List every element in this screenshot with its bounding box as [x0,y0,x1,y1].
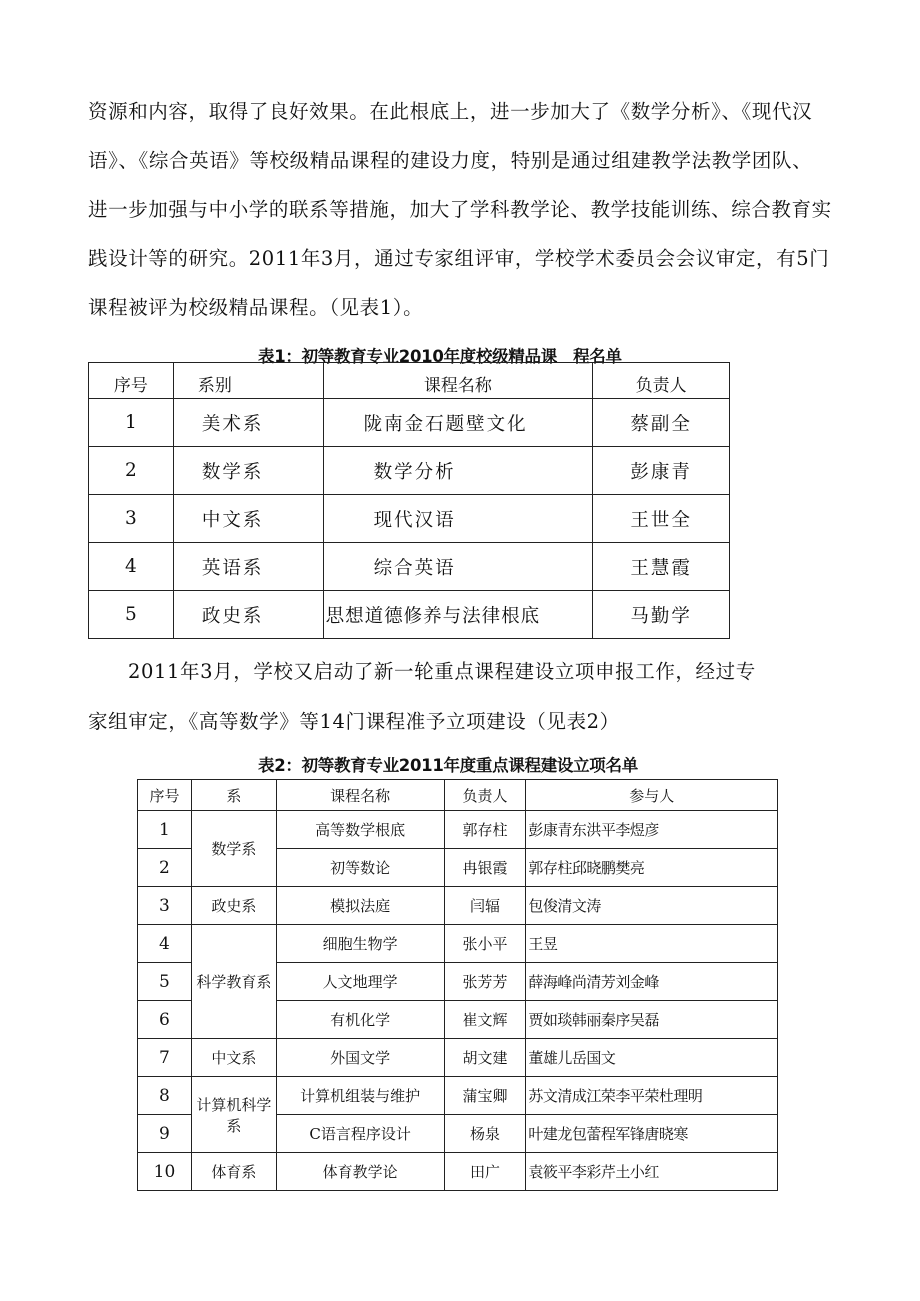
table2-cell-dept: 政史系 [191,887,276,925]
table2-header-members: 参与人 [526,780,778,811]
table2-cell-lead: 蒲宝卿 [444,1077,526,1115]
table2-cell-dept: 数学系 [191,811,276,887]
table2-cell-members: 苏文清成江荣李平荣杜理明 [526,1077,778,1115]
table-row [138,925,778,963]
table2-cell-no: 4 [138,925,192,963]
table2-cell-no: 6 [138,1001,192,1039]
table2 [137,779,778,1191]
table2-header-no: 序号 [138,780,192,811]
table1-cell-lead: 蔡副全 [593,399,730,447]
table2-cell-members: 袁筱平李彩芹土小红 [526,1153,778,1191]
table1-cell-course: 思想道德修养与法律根底 [323,591,593,639]
table1-cell-no: 3 [89,495,174,543]
table2-cell-members: 薛海峰尚清芳刘金峰 [526,963,778,1001]
paragraph-line-1: 资源和内容，取得了良好效果。在此根底上，进一步加大了《数学分析》、《现代汉 [88,100,813,123]
middle-paragraph-line-2: 家组审定，《高等数学》等14门课程准予立项建设（见表2） [88,710,620,733]
table2-cell-no: 5 [138,963,192,1001]
paragraph-line-2: 语》、《综合英语》等校级精品课程的建设力度，特别是通过组建教学法教学团队、 [88,149,813,172]
table2-cell-members: 包俊清文涛 [526,887,778,925]
table2-cell-course: 体育教学论 [276,1153,444,1191]
table2-header-dept: 系 [191,780,276,811]
table1-cell-dept: 英语系 [173,543,323,591]
table2-cell-members: 叶建龙包蕾程军锋唐晓寒 [526,1115,778,1153]
table-row [89,399,730,447]
table2-cell-members: 王昱 [526,925,778,963]
table2-cell-dept: 科学教育系 [191,925,276,1039]
table2-cell-course: 外国文学 [276,1039,444,1077]
table-row [138,1077,778,1115]
table2-header-course: 课程名称 [276,780,444,811]
table1-cell-lead: 彭康青 [593,447,730,495]
table-row [138,1039,778,1077]
table1-caption: 表1：初等教育专业2010年度校级精品课 程名单 [258,347,622,366]
table2-cell-lead: 胡文建 [444,1039,526,1077]
table1 [88,362,730,639]
paragraph-line-5: 课程被评为校级精品课程。（见表1）。 [88,296,424,319]
table1-cell-lead: 马勤学 [593,591,730,639]
table2-cell-course: 有机化学 [276,1001,444,1039]
table1-cell-no: 5 [89,591,174,639]
paragraph-line-4: 践设计等的研究。2011年3月，通过专家组评审，学校学术委员会会议审定，有5门 [88,247,830,270]
table2-cell-no: 8 [138,1077,192,1115]
table2-cell-no: 9 [138,1115,192,1153]
table2-cell-dept: 体育系 [191,1153,276,1191]
table2-cell-members: 董雄儿岳国文 [526,1039,778,1077]
table1-cell-course: 数学分析 [323,447,593,495]
table2-cell-no: 7 [138,1039,192,1077]
table2-cell-no: 1 [138,811,192,849]
table2-cell-lead: 杨泉 [444,1115,526,1153]
table1-cell-dept: 政史系 [173,591,323,639]
table1-header-row [89,363,730,399]
table-row [138,887,778,925]
table2-cell-course: 人文地理学 [276,963,444,1001]
table2-header-row [138,780,778,811]
table2-cell-course: 初等数论 [276,849,444,887]
table1-cell-no: 2 [89,447,174,495]
table-row [89,543,730,591]
table1-cell-lead: 王世全 [593,495,730,543]
table2-cell-lead: 张芳芳 [444,963,526,1001]
table2-cell-no: 2 [138,849,192,887]
table1-cell-course: 现代汉语 [323,495,593,543]
table2-cell-lead: 冉银霞 [444,849,526,887]
table1-header-dept: 系别 [173,363,323,399]
table-row [89,447,730,495]
middle-paragraph-line-1: 2011年3月，学校又启动了新一轮重点课程建设立项申报工作，经过专 [128,660,756,683]
paragraph-line-3: 进一步加强与中小学的联系等措施，加大了学科教学论、教学技能训练、综合教育实 [88,198,832,221]
table2-cell-no: 10 [138,1153,192,1191]
table2-cell-lead: 郭存柱 [444,811,526,849]
table1-cell-course: 综合英语 [323,543,593,591]
table2-cell-lead: 张小平 [444,925,526,963]
table2-cell-course: 高等数学根底 [276,811,444,849]
table2-header-lead: 负责人 [444,780,526,811]
table1-header-course: 课程名称 [323,363,593,399]
table2-caption: 表2：初等教育专业2011年度重点课程建设立项名单 [258,756,638,775]
table1-header-no: 序号 [89,363,174,399]
table2-cell-members: 彭康青东洪平李煜彦 [526,811,778,849]
table2-cell-course: C语言程序设计 [276,1115,444,1153]
table-row [138,811,778,849]
table1-cell-no: 1 [89,399,174,447]
table1-cell-lead: 王慧霞 [593,543,730,591]
table2-cell-dept: 中文系 [191,1039,276,1077]
table2-cell-dept: 计算机科学系 [191,1077,276,1153]
table2-cell-no: 3 [138,887,192,925]
table2-cell-lead: 田广 [444,1153,526,1191]
table-row [138,1153,778,1191]
table2-cell-members: 贾如琰韩丽秦序吴磊 [526,1001,778,1039]
table1-cell-no: 4 [89,543,174,591]
table1-cell-course: 陇南金石题壁文化 [323,399,593,447]
table2-cell-course: 模拟法庭 [276,887,444,925]
table-row [89,591,730,639]
table2-cell-lead: 崔文辉 [444,1001,526,1039]
table2-cell-lead: 闫辐 [444,887,526,925]
table2-cell-course: 计算机组装与维护 [276,1077,444,1115]
table1-cell-dept: 中文系 [173,495,323,543]
table-row [89,495,730,543]
table1-cell-dept: 美术系 [173,399,323,447]
table1-header-lead: 负责人 [593,363,730,399]
table2-cell-course: 细胞生物学 [276,925,444,963]
table1-cell-dept: 数学系 [173,447,323,495]
table2-cell-members: 郭存柱邱晓鹏樊亮 [526,849,778,887]
